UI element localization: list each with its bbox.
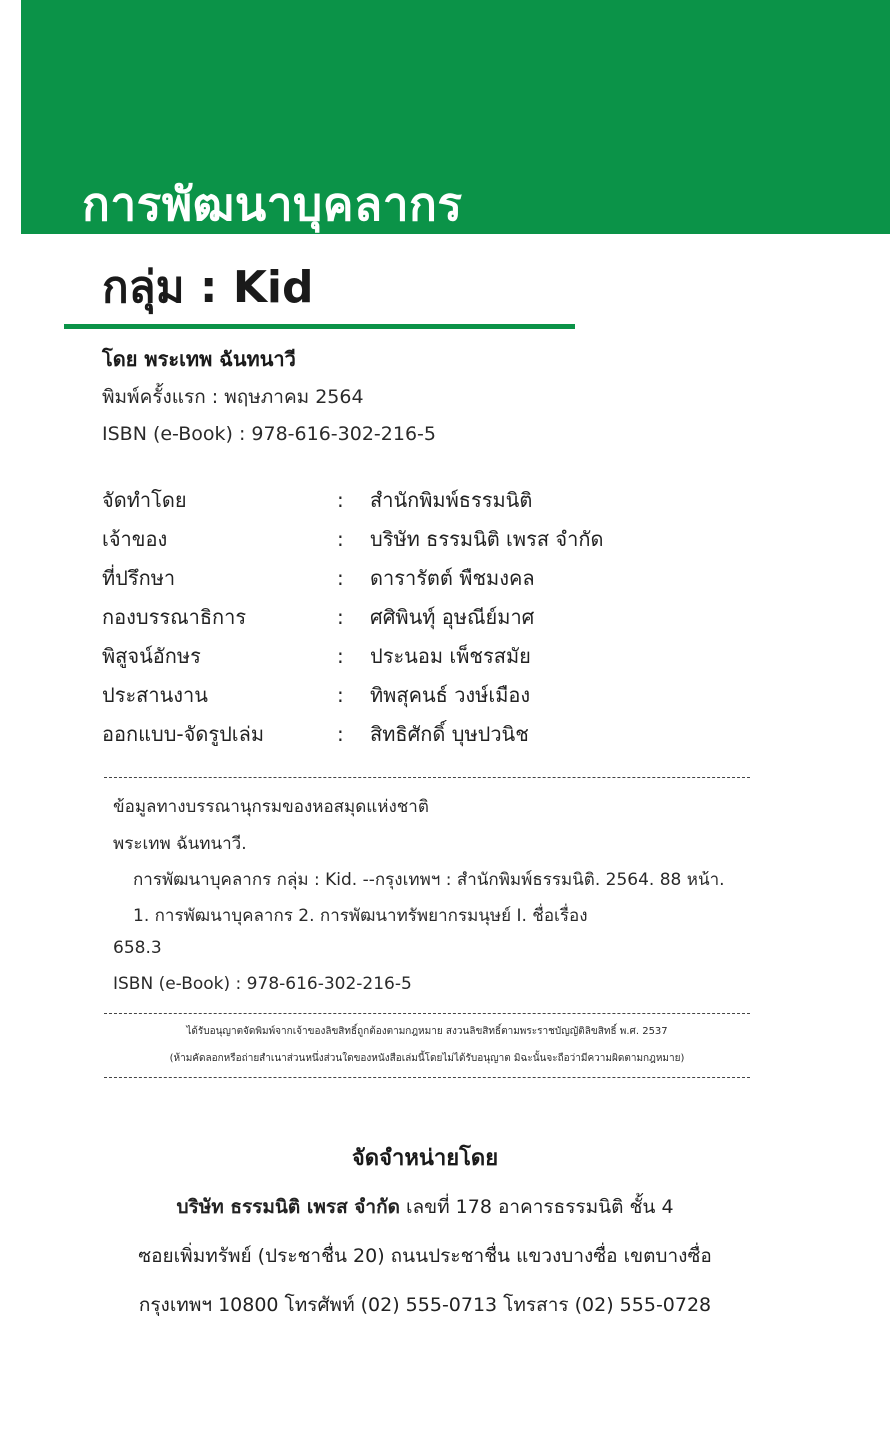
first-printing: พิมพ์ครั้งแรก : พฤษภาคม 2564 xyxy=(102,386,364,408)
credit-separator: : xyxy=(337,526,344,551)
credit-name: ดารารัตต์ พืชมงคล xyxy=(370,565,535,590)
book-subtitle: กลุ่ม : Kid xyxy=(102,262,314,313)
credit-row xyxy=(102,480,722,519)
credit-role: ออกแบบ-จัดรูปเล่ม xyxy=(102,721,265,746)
distribution-address-line-1 xyxy=(0,1192,850,1222)
credit-row xyxy=(102,636,722,675)
credit-role: จัดทำโดย xyxy=(102,487,187,512)
credit-separator: : xyxy=(337,565,344,590)
credit-role: ประสานงาน xyxy=(102,682,208,707)
distributor-name: บริษัท ธรรมนิติ เพรส จำกัด xyxy=(176,1196,400,1218)
credit-name: บริษัท ธรรมนิติ เพรส จำกัด xyxy=(370,526,604,551)
notice-top-divider xyxy=(104,1013,750,1014)
credit-name: สิทธิศักดิ์ บุษปวนิช xyxy=(370,721,529,746)
credit-separator: : xyxy=(337,643,344,668)
catalog-entry: การพัฒนาบุคลากร กลุ่ม : Kid. --กรุงเทพฯ : สำนักพิมพ์ธรรมนิติ. 2564. 88 หน้า. xyxy=(133,870,725,890)
catalog-subjects: 1. การพัฒนาบุคลากร 2. การพัฒนาทรัพยากรมนุษย์ I. ชื่อเรื่อง xyxy=(133,906,588,926)
credit-role: กองบรรณาธิการ xyxy=(102,604,247,629)
credit-name: ศศิพินทุ์ อุษณีย์มาศ xyxy=(370,604,535,629)
credit-row xyxy=(102,597,722,636)
credit-role: ที่ปรึกษา xyxy=(102,565,176,590)
distribution-address-line-2: ซอยเพิ่มทรัพย์ (ประชาชื่น 20) ถนนประชาชื่น แขวงบางซื่อ เขตบางซื่อ xyxy=(138,1245,712,1267)
credit-separator: : xyxy=(337,487,344,512)
catalog-top-divider xyxy=(104,777,750,778)
credit-name: ทิพสุคนธ์ วงษ์เมือง xyxy=(370,682,531,707)
credit-row xyxy=(102,714,722,753)
copyright-warning: (ห้ามคัดลอกหรือถ่ายสำเนาส่วนหนึ่งส่วนใดของหนังสือเล่มนี้โดยไม่ได้รับอนุญาต มิฉะนั้นจะถือว่ามีความผิดตามกฎหมาย) xyxy=(169,1053,685,1064)
catalog-author: พระเทพ ฉันทนาวี. xyxy=(113,834,247,854)
distributor-address: เลขที่ 178 อาคารธรรมนิติ ชั้น 4 xyxy=(399,1196,674,1218)
distribution-contact-line: กรุงเทพฯ 10800 โทรศัพท์ (02) 555-0713 โทรสาร (02) 555-0728 xyxy=(138,1294,712,1316)
book-title: การพัฒนาบุคลากร xyxy=(82,177,463,231)
catalog-isbn: ISBN (e-Book) : 978-616-302-216-5 xyxy=(113,974,412,994)
notice-bottom-divider xyxy=(104,1077,750,1078)
credit-row xyxy=(102,519,722,558)
catalog-class-number: 658.3 xyxy=(113,938,162,958)
credit-row xyxy=(102,558,722,597)
credit-separator: : xyxy=(337,721,344,746)
credit-role: พิสูจน์อักษร xyxy=(102,643,201,668)
copyright-notice: ได้รับอนุญาตจัดพิมพ์จากเจ้าของลิขสิทธิ์ถูกต้องตามกฎหมาย สงวนลิขสิทธิ์ตามพระราชบัญญัติลิขสิทธิ์ พ.ศ. 2537 xyxy=(186,1026,668,1037)
distribution-heading: จัดจำหน่ายโดย xyxy=(351,1146,499,1171)
credit-name: สำนักพิมพ์ธรรมนิติ xyxy=(370,487,533,512)
author-line: โดย พระเทพ ฉันทนาวี xyxy=(102,347,296,371)
credit-row xyxy=(102,675,722,714)
title-underline xyxy=(64,324,575,329)
credit-separator: : xyxy=(337,604,344,629)
isbn-line: ISBN (e-Book) : 978-616-302-216-5 xyxy=(102,423,436,445)
credits-list xyxy=(102,480,722,753)
catalog-heading: ข้อมูลทางบรรณานุกรมของหอสมุดแห่งชาติ xyxy=(113,797,429,817)
credit-role: เจ้าของ xyxy=(102,526,168,551)
credit-separator: : xyxy=(337,682,344,707)
credit-name: ประนอม เพ็ชรสมัย xyxy=(370,643,531,668)
